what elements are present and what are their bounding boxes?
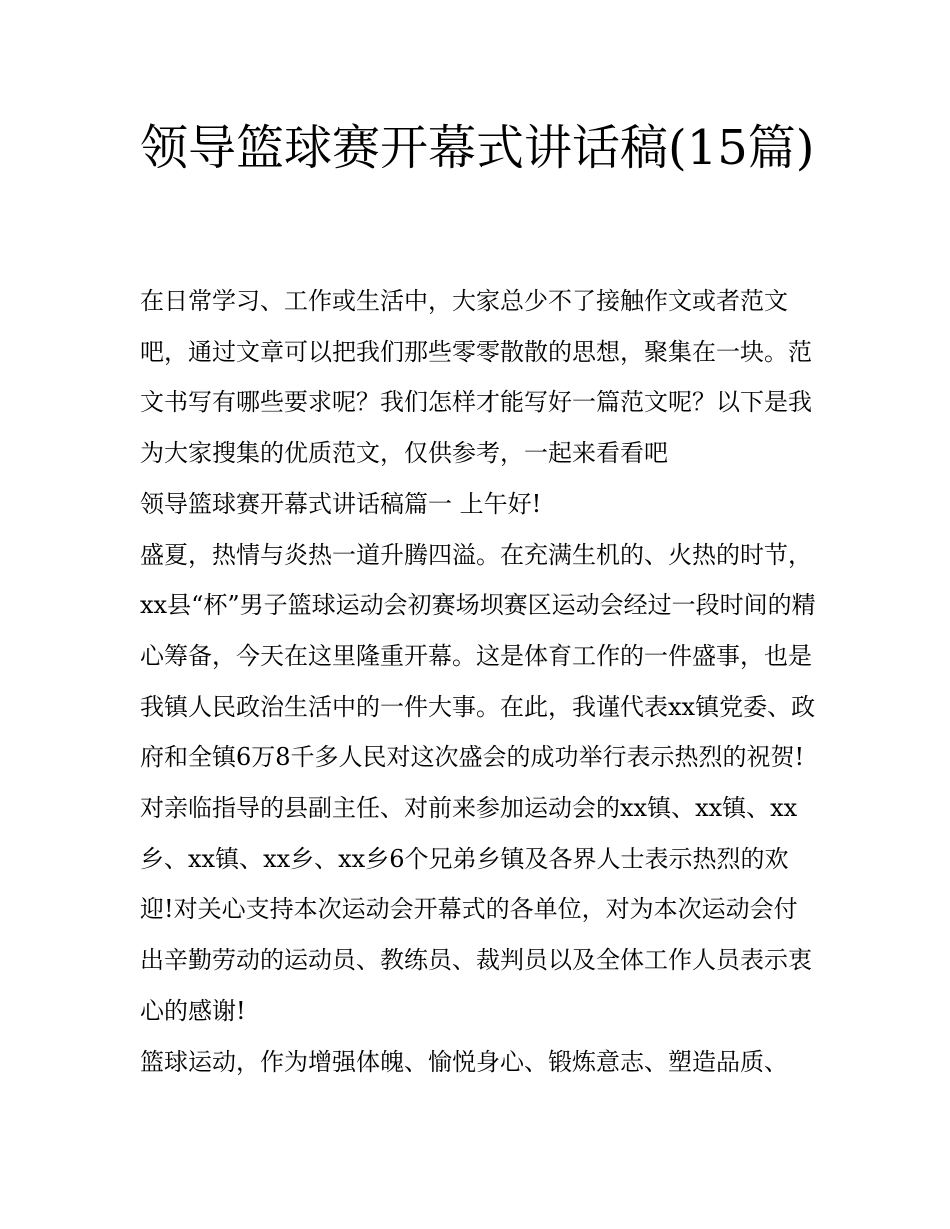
document-title: 领导篮球赛开幕式讲话稿(15篇): [140, 120, 815, 176]
document-body: [140, 276, 820, 1087]
intro-paragraph: 在日常学习、工作或生活中，大家总少不了接触作文或者范文吧，通过文章可以把我们那些零零散散的思想，聚集在一块。范文书写有哪些要求呢？我们怎样才能写好一篇范文呢？以下是我为大家搜集的优质范文，仅供参考，一起来看看吧: [140, 287, 812, 468]
continuation-paragraph: 篮球运动，作为增强体魄、愉悦身心、锻炼意志、塑造品质、: [140, 1047, 788, 1076]
section-heading-paragraph: 领导篮球赛开幕式讲话稿篇一 上午好!: [140, 489, 542, 518]
speech-paragraph: 盛夏，热情与炎热一道升腾四溢。在充满生机的、火热的时节，xx县“杯”男子篮球运动会初赛场坝赛区运动会经过一段时间的精心筹备，今天在这里隆重开幕。这是体育工作的一件盛事，也是我镇人民政治生活中的一件大事。在此，我谨代表xx镇党委、政府和全镇6万8千多人民对这次盛会的成功举行表示热烈的祝贺!对亲临指导的县副主任、对前来参加运动会的xx镇、xx镇、xx乡、xx镇、xx乡、xx乡6个兄弟乡镇及各界人士表示热烈的欢迎!对关心支持本次运动会开幕式的各单位，对为本次运动会付出辛勤劳动的运动员、教练员、裁判员以及全体工作人员表示衷心的感谢!: [140, 540, 816, 1025]
